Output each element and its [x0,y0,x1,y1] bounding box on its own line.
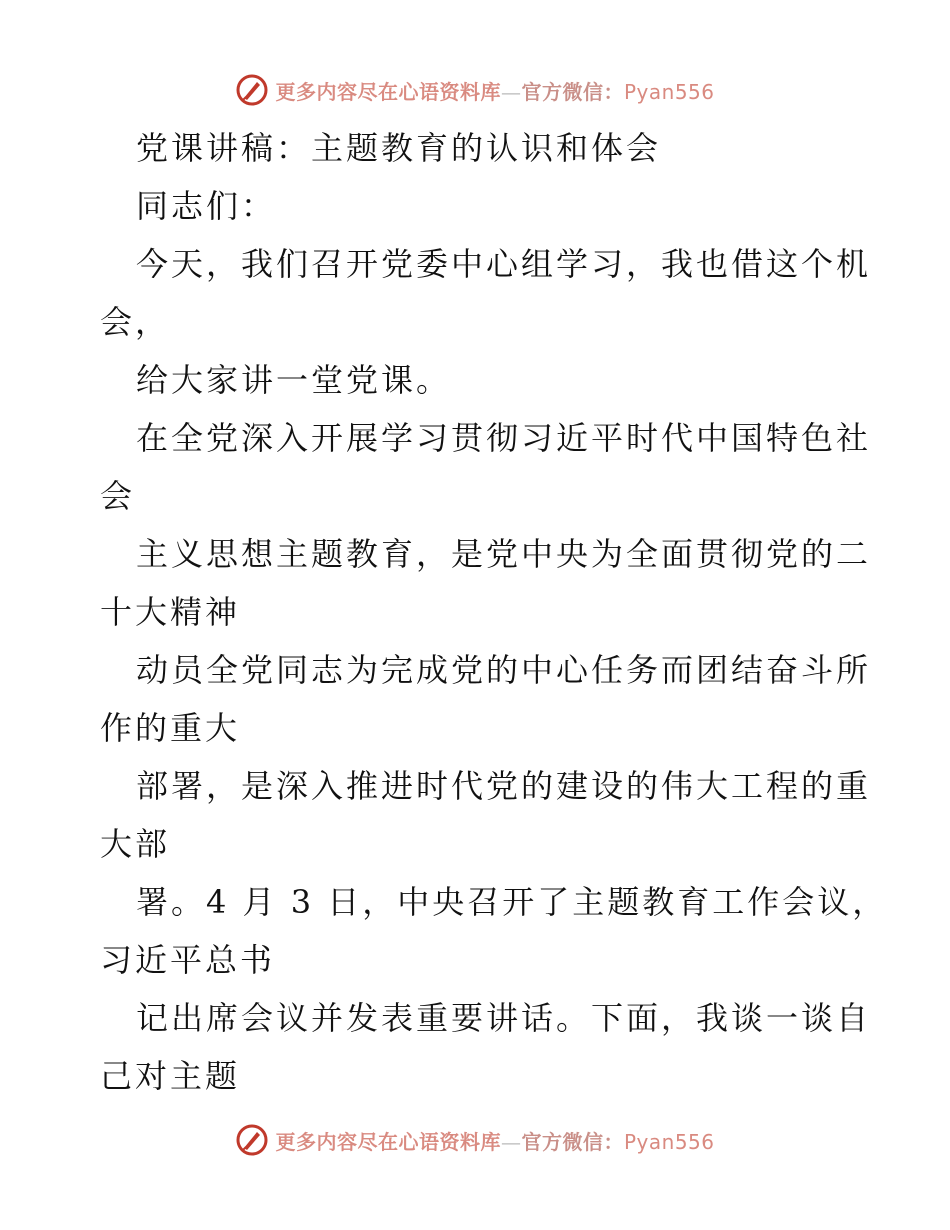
paragraph-line: 会， [100,303,171,341]
watermark-main: 更多内容尽在心语资料库 [275,1129,501,1154]
paragraph-line: 给大家讲一堂党课。 [136,361,452,399]
paragraph-line: 署。4 月 3 日，中央召开了主题教育工作会议， [136,883,888,921]
paragraph-line: 部署，是深入推进时代党的建设的伟大工程的重 [136,767,872,805]
watermark-text [275,1126,714,1155]
paragraph-line: 习近平总书 [100,941,276,979]
paragraph-line: 动员全党同志为完成党的中心任务而团结奋斗所 [136,651,872,689]
watermark-separator: — [500,1129,522,1154]
watermark-main: 更多内容尽在心语资料库 [275,79,501,104]
paragraph-line: 大部 [100,825,171,863]
paragraph-line: 己对主题 [100,1057,241,1095]
quill-logo-icon [235,1123,269,1157]
paragraph-line: 作的重大 [100,709,241,747]
watermark-wechat-id: Pyan556 [623,79,715,104]
paragraph-line: 记出席会议并发表重要讲话。下面，我谈一谈自 [136,999,872,1037]
paragraph-line: 十大精神 [100,593,241,631]
quill-logo-icon [235,73,269,107]
paragraph-line: 今天，我们召开党委中心组学习，我也借这个机 [136,245,872,283]
footer-watermark [0,1120,950,1160]
salutation: 同志们： [136,187,277,225]
watermark-separator: — [500,79,522,104]
paragraph-line: 在全党深入开展学习贯彻习近平时代中国特色社 [136,419,872,457]
watermark-wechat-label: 官方微信： [521,1129,624,1154]
paragraph-line: 主义思想主题教育，是党中央为全面贯彻党的二 [136,535,872,573]
header-watermark [0,70,950,110]
watermark-text [275,76,714,105]
document-title: 党课讲稿：主题教育的认识和体会 [136,129,662,167]
watermark-wechat-id: Pyan556 [623,1129,715,1154]
paragraph-line: 会 [100,477,136,515]
watermark-wechat-label: 官方微信： [521,79,624,104]
